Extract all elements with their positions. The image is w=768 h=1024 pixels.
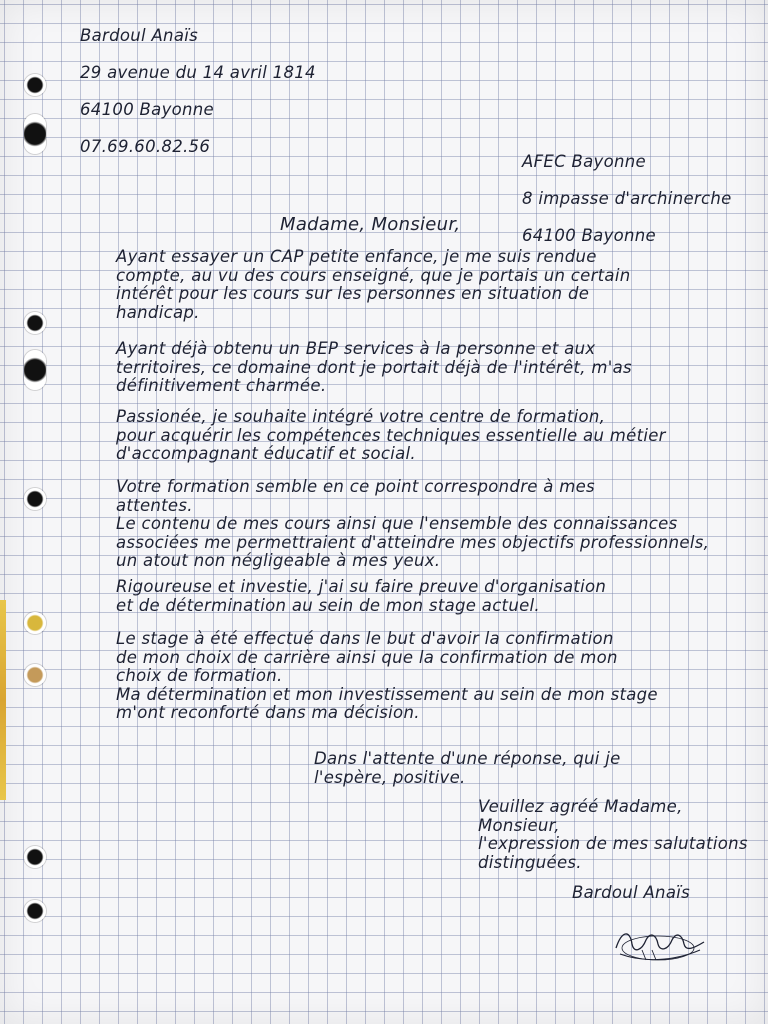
paragraph-6: Le stage à été effectué dans le but d'avoir la confirmation de mon choix de carrière ainsi que la confirmation de mon choix de formation. Ma détermination et mon investissement au sein de mon stage m'ont reconforté dans ma décision.: [116, 629, 658, 722]
handwritten-signature: [612, 920, 708, 964]
recipient-street: 8 impasse d'archinerche: [522, 188, 732, 208]
paragraph-2: Ayant déjà obtenu un BEP services à la personne et aux territoires, ce domaine dont je portait déjà de l'intérêt, m'as définitivement charmée.: [116, 339, 632, 395]
punch-hole: [24, 350, 46, 390]
punch-hole: [24, 488, 46, 510]
sender-address: [80, 8, 316, 175]
paragraph-3: Passionée, je souhaite intégré votre centre de formation, pour acquérir les compétences techniques essentielle au métier d'accompagnant éducatif et social.: [116, 407, 666, 463]
punch-hole: [24, 846, 46, 868]
punch-hole: [24, 664, 46, 686]
paragraph-4: Votre formation semble en ce point correspondre à mes attentes. Le contenu de mes cours ainsi que l'ensemble des connaissances associées me permettraient d'atteindre mes objectifs professionnels, un atout non négligeable à mes yeux.: [116, 477, 710, 570]
sender-city: 64100 Bayonne: [80, 99, 214, 119]
punch-hole: [24, 612, 46, 634]
punch-hole: [24, 900, 46, 922]
recipient-name: AFEC Bayonne: [522, 151, 646, 171]
binder-strip: [0, 600, 6, 800]
closing-line: Dans l'attente d'une réponse, qui je l'espère, positive.: [314, 749, 621, 787]
punch-hole: [24, 74, 46, 96]
sender-street: 29 avenue du 14 avril 1814: [80, 62, 316, 82]
recipient-address: [522, 134, 732, 264]
signature-name: Bardoul Anaïs: [572, 883, 691, 902]
paragraph-5: Rigoureuse et investie, j'ai su faire preuve d'organisation et de détermination au sein de mon stage actuel.: [116, 577, 607, 615]
punch-hole: [24, 114, 46, 154]
closing-formula: Veuillez agréé Madame, Monsieur, l'expression de mes salutations distinguées.: [478, 797, 748, 872]
sender-name: Bardoul Anaïs: [80, 25, 199, 45]
recipient-city: 64100 Bayonne: [522, 225, 656, 245]
salutation: Madame, Monsieur,: [280, 214, 461, 235]
paragraph-1: Ayant essayer un CAP petite enfance, je me suis rendue compte, au vu des cours enseigné, que je portais un certain intérêt pour les cours sur les personnes en situation de handicap.: [116, 247, 631, 322]
sender-phone: 07.69.60.82.56: [80, 136, 211, 156]
punch-hole: [24, 312, 46, 334]
